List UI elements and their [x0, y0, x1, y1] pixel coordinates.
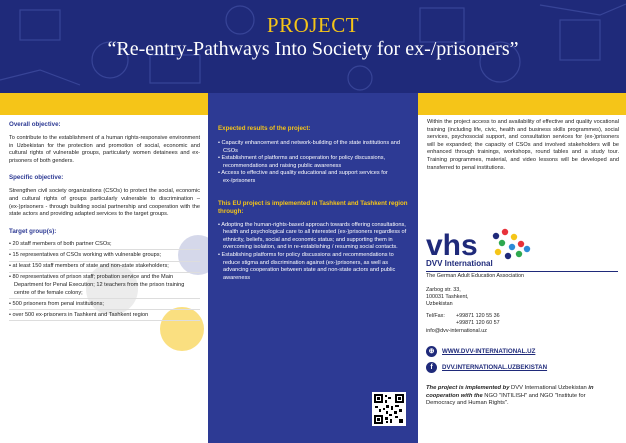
list-item: • 20 staff members of both partner CSOs; — [9, 241, 200, 251]
globe-icon: ⊕ — [426, 346, 437, 357]
address-line: Zarbog str. 33, — [426, 287, 461, 293]
telfax-label: Tel/Fax: — [426, 313, 445, 319]
list-item: • at least 150 staff members of state and non-state stakeholders; — [9, 263, 200, 273]
list-item: • Establishing platforms for policy discussions and recommendations to reduce stigma and discrimination against (ex-)prisoners, as well as advancing cooperation between state and non-state actors and public awareness — [218, 251, 396, 281]
list-item: • Access to effective and quality educational and support services for ex-/prisoners — [218, 170, 388, 184]
specific-objective-text: Strengthen civil society organizations (CSOs) to protect the social, economic and cultural rights of groups particularly vulnerable to discrimination – (ex-)prisoners - through building social partnership and cooperation with the state actors and providing adapted services to the target groups. — [9, 188, 200, 218]
phone-number: +99871 120 60 57 — [456, 320, 500, 326]
project-title: “Re-entry-Pathways Into Society for ex-/prisoners” — [107, 38, 519, 60]
specific-objective-heading: Specific objective: — [9, 174, 64, 182]
vhs-logo-icon — [426, 227, 536, 261]
list-item: • 500 prisoners from penal institutions; — [9, 301, 200, 311]
email-link[interactable]: info@dvv-international.uz — [426, 328, 487, 334]
expected-results-heading: Expected results of the project: — [218, 125, 311, 132]
phone-number: +99871 120 55 36 — [456, 313, 500, 319]
project-description: Within the project access to and availability of effective and quality vocational training (including life, civic, health and business skills programmes), social services, psychosocial support, and consultation services for (ex-)prisoners will be expanded; the capacity of CSOs and involved stakeholders will be enhanced through trainings, workshops, round tables and a study tour. Training programmes, material, and video lessons will be developed and transferred to penal institutions. — [427, 119, 619, 171]
implementation-note: The project is implemented by DVV International Uzbekistan in cooperation with the NGO "INTILISH" and NGO "Institute for Democracy and Human Rights". — [426, 385, 594, 406]
objectives-column — [0, 115, 208, 443]
header-banner — [0, 0, 626, 93]
org-name: DVV International — [426, 259, 493, 268]
list-item: • Adopting the human-rights-based approach towards offering consultations, health and psychological care to all interested (ex-)prisoners regardless of ethnicity, beliefs, social and economic status; and supporting them in overcoming isolation, and in re-establishing / resuming social contacts. — [218, 221, 407, 251]
list-item: • over 500 ex-prisoners in Tashkent and Tashkent region — [9, 312, 200, 322]
address-line: 100031 Tashkent, — [426, 294, 469, 300]
yellow-stripe — [0, 93, 208, 115]
list-item: • 15 representatives of CSOs working with vulnerable groups; — [9, 252, 200, 262]
association-name: The German Adult Education Association — [426, 273, 524, 279]
qr-code — [372, 392, 406, 426]
contacts-column — [418, 115, 626, 443]
implementation-heading: This EU project is implemented in Tashkent and Tashkent region through: — [218, 199, 408, 215]
facebook-icon: f — [426, 362, 437, 373]
address-line: Uzbekistan — [426, 301, 453, 307]
divider — [426, 271, 618, 272]
website-link[interactable]: ⊕ WWW.DVV-INTERNATIONAL.UZ — [426, 345, 535, 357]
blue-stripe — [208, 93, 418, 115]
target-groups-heading: Target group(s): — [9, 227, 57, 235]
list-item: • 80 representatives of prison staff; probation service and the Main Department for Penal Execution; 12 teachers from the prison training centre of the female colony; — [9, 274, 200, 299]
overall-objective-text: To contribute to the establishment of a human rights-responsive environment in Uzbekistan for the protection and promotion of social, economic and cultural rights of vulnerable groups, particularly women detainees and ex-prisoners of both genders. — [9, 135, 200, 164]
list-item: • Establishment of platforms and cooperation for policy discussions, recommendations and raising public awareness — [218, 155, 386, 169]
svg-text:vhs: vhs — [426, 229, 478, 261]
list-item: • Capacity enhancement and network-building of the state institutions and CSOs — [218, 140, 401, 154]
facebook-link[interactable]: f DVV.INTERNATIONAL.UZBEKISTAN — [426, 361, 547, 373]
overall-objective-heading: Overall objective: — [9, 121, 61, 128]
yellow-stripe — [418, 93, 626, 115]
project-label: PROJECT — [266, 13, 360, 37]
